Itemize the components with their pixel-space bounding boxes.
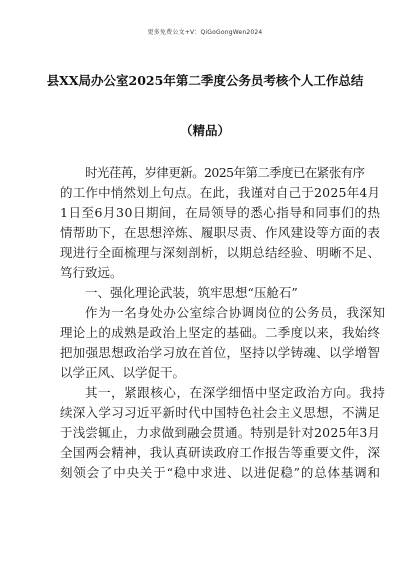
body-line: 其一，紧跟核心，在深学细悟中坚定政治方向。我持 [85,385,386,400]
body-line: 笃行致远。 [60,265,123,280]
document-title: 县XX局办公室2025年第二季度公务员考核个人工作总结 [46,73,364,88]
body-line: 于浅尝辄止，力求做到融会贯通。特别是针对2025年3月 [60,425,381,440]
body-line: 作为一名身处办公室综合协调岗位的公务员，我深知 [85,305,386,320]
body-line: 续深入学习习近平新时代中国特色社会主义思想，不满足 [60,405,381,420]
header-note: 更多免费公文+V：QiGoGongWen2024 [147,29,263,36]
body-line: 1日至6月30日期间，在局领导的悉心指导和同事们的热 [60,205,381,220]
body-line: 以学正风、以学促干。 [60,365,186,380]
body-line: 理论上的成熟是政治上坚定的基础。二季度以来，我始终 [60,325,381,340]
section-heading: 一、强化理论武装，筑牢思想“压舱石” [85,285,298,300]
body-line: 把加强思想政治学习放在首位，坚持以学铸魂、以学增智 [60,345,381,360]
body-line: 全国两会精神，我认真研读政府工作报告等重要文件，深 [60,445,381,460]
body-line: 刻领会了中央关于“稳中求进、以进促稳”的总体基调和 [60,465,381,480]
document-subtitle: （精品） [179,123,230,138]
body-line: 的工作中悄然划上句点。在此，我谨对自己于2025年4月 [60,185,381,200]
body-line: 时光荏苒，岁律更新。2025年第二季度已在紧张有序 [85,165,365,180]
body-line: 情帮助下，在思想淬炼、履职尽责、作风建设等方面的表 [60,225,381,240]
body-line: 现进行全面梳理与深刻剖析，以期总结经验、明晰不足、 [60,245,381,260]
